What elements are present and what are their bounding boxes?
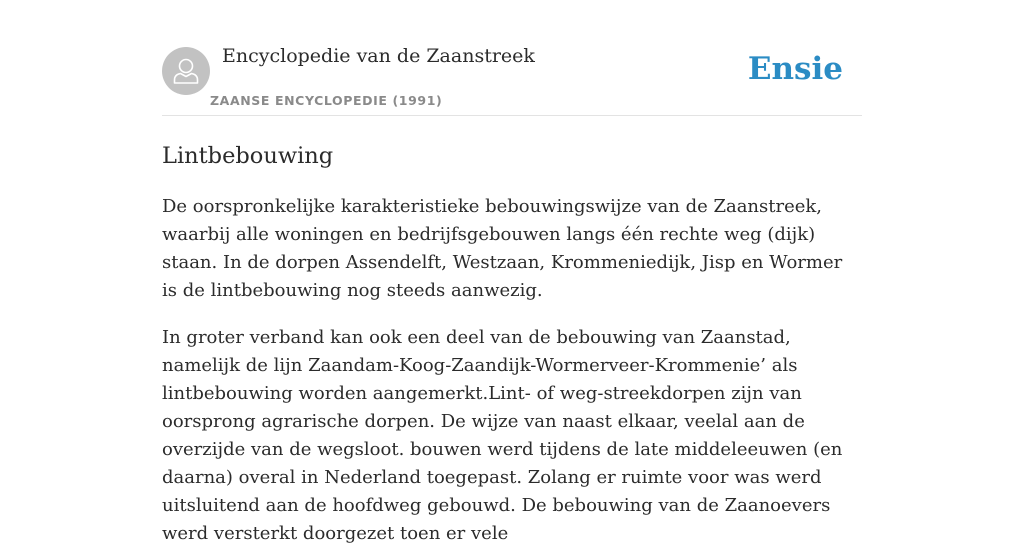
article-paragraph: In groter verband kan ook een deel van de bebouwing van Zaanstad, namelijk de lijn Zaandam-Koog-Zaandijk-Wormerveer-Krommenie’ als lintbebouwing worden aangemerkt.Lint- of weg-streekdorpen zijn van oorsprong agrarische dorpen. De wijze van naast elkaar, veelal aan de overzijde van de wegsloot. bouwen werd tijdens de late middeleeuwen (en daarna) overal in Nederland toegepast. Zolang er ruimte voor was werd uitsluitend aan de hoofdweg gebouwd. De bebouwing van de Zaanoevers werd versterkt doorgezet toen er vele — [162, 327, 843, 544]
source-title[interactable]: Encyclopedie van de Zaanstreek — [222, 45, 535, 67]
article-body — [162, 193, 862, 548]
article-paragraph: De oorspronkelijke karakteristieke bebouwingswijze van de Zaanstreek, waarbij alle woningen en bedrijfsgebouwen langs één rechte weg (dijk) staan. In de dorpen Assendelft, Westzaan, Krommeniedijk, Jisp en Wormer is de lintbebouwing nog steeds aanwezig. — [162, 196, 843, 301]
page — [162, 0, 862, 548]
ensie-logo[interactable]: Ensie — [747, 51, 843, 87]
source-header — [162, 47, 862, 116]
article-title: Lintbebouwing — [162, 143, 334, 169]
source-subtitle[interactable]: ZAANSE ENCYCLOPEDIE (1991) — [210, 93, 443, 108]
user-icon — [162, 47, 210, 95]
avatar[interactable] — [162, 47, 210, 95]
